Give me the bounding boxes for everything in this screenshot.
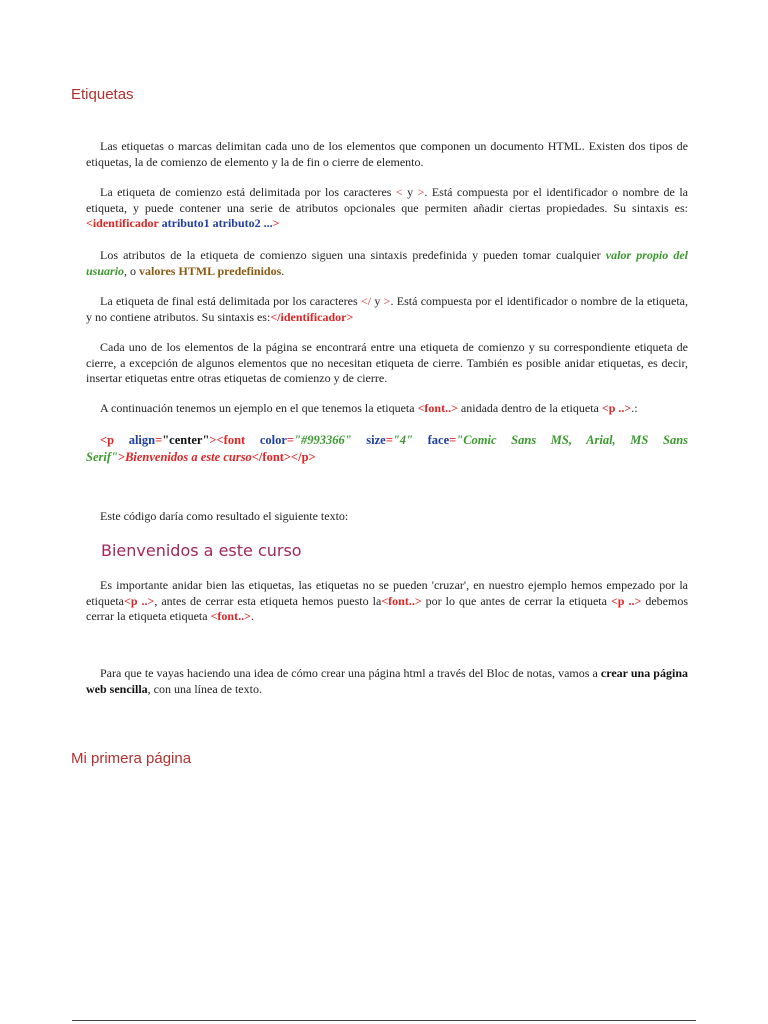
code-token: face [413,433,450,447]
tag-font: <font..> [381,593,422,608]
code-token: Bienvenidos a este curso [125,449,252,464]
text: , antes de cerrar esta etiqueta hemos puesto la [154,593,382,608]
emphasis-create-page: crear una página web sencilla [86,666,688,696]
code-token: color [259,433,287,447]
section-heading-mi-primera-pagina: Mi primera página [71,750,192,767]
code-token: = [449,433,457,447]
syntax-attributes: atributo1 atributo2 ... [158,216,273,231]
text: .: [631,401,638,415]
paragraph-text: Cada uno de los elementos de la página se encontrará entre una etiqueta de comienzo y su correspondiente etiqueta de cierre, a excepción de algunos elementos que no necesitan etiqueta de cierre. También es posible anidar etiquetas, es decir, insertar etiquetas entre otras etiquetas de comienzo y de cierre. [86,340,688,386]
text: debemos cerrar la etiqueta etiqueta [86,593,688,624]
code-token: </font></p> [251,449,316,464]
paragraph-result-intro [86,509,688,525]
code-token: > [117,449,126,464]
code-token: "Comic Sans MS, Arial, MS Sans Serif" [86,433,689,464]
code-token: "4" [392,433,413,447]
paragraph-nesting-rules [86,578,688,625]
paragraph-text: Este código daría como resultado el siguiente texto: [100,509,349,523]
paragraph-start-tag [86,185,688,232]
text: , o [124,263,140,278]
syntax-close: > [272,216,280,231]
rendered-example-text: Bienvenidos a este curso [101,541,302,560]
paragraph-nesting [86,340,688,387]
tag-p: <p ..> [601,401,632,415]
footer-divider [72,1020,696,1021]
section-heading-etiquetas: Etiquetas [71,86,134,103]
syntax-identifier: <identificador [86,216,159,231]
char-lt-slash: </ [360,294,372,308]
code-token: = [385,433,393,447]
code-token: = [155,433,163,447]
tag-p: <p ..> [610,593,642,608]
text: y [371,294,384,308]
text: y [402,185,418,199]
tag-font: <font..> [417,401,458,415]
paragraph-next-step [86,666,688,697]
user-value-term: valor propio del usuario [86,248,688,278]
paragraph-attributes [86,248,688,279]
text: La etiqueta de comienzo está delimitada por los caracteres [100,185,396,199]
code-token: <p [100,433,129,447]
paragraph-text: Las etiquetas o marcas delimitan cada uno de los elementos que componen un documento HTML. Existen dos tipos de etiquetas, la de comienzo de elemento y la de fin o cierre de elemento. [86,139,688,169]
text: . Está compuesta por el identificador o nombre de la etiqueta, y puede contener una serie de atributos opcionales que permiten añadir ciertas propiedades. Su sintaxis es: [86,185,688,215]
paragraph-example-intro [86,401,688,417]
text: Es importante anidar bien las etiquetas, las etiquetas no se pueden 'cruzar', en nuestro ejemplo hemos empezado por la etiqueta [86,578,688,608]
text: A continuación tenemos un ejemplo en el que tenemos la etiqueta [100,401,418,415]
char-gt: > [383,294,391,308]
tag-font: <font..> [210,609,251,624]
text: por lo que antes de cerrar la etiqueta [421,593,611,608]
text: . Está compuesta por el identificador o nombre de la etiqueta, y no contiene atributos. Su sintaxis es: [86,294,689,324]
tag-p: <p ..> [123,593,155,608]
code-example [86,432,688,465]
paragraph-end-tag [86,294,688,325]
code-token: "#993366" [294,433,352,447]
char-lt: < [395,185,403,199]
text: . [250,609,254,624]
code-token: size [351,433,386,447]
text: Para que te vayas haciendo una idea de cómo crear una página html a través del Bloc de notas, vamos a [100,666,601,680]
html-values-term: valores HTML predefinidos [139,263,282,278]
text: . [281,263,285,278]
char-gt: > [417,185,425,199]
text: , con una línea de texto. [147,681,262,696]
text: anidada dentro de la etiqueta [457,401,602,415]
paragraph-intro [86,139,688,170]
text: Los atributos de la etiqueta de comienzo siguen una sintaxis predefinida y pueden tomar cualquier [100,248,606,262]
code-token: "center" [162,433,210,447]
code-token: ><font [209,433,260,447]
code-token: align [128,433,156,447]
text: La etiqueta de final está delimitada por los caracteres [100,294,361,308]
code-token: = [286,433,295,447]
syntax-end-identifier: </identificador> [270,309,354,324]
